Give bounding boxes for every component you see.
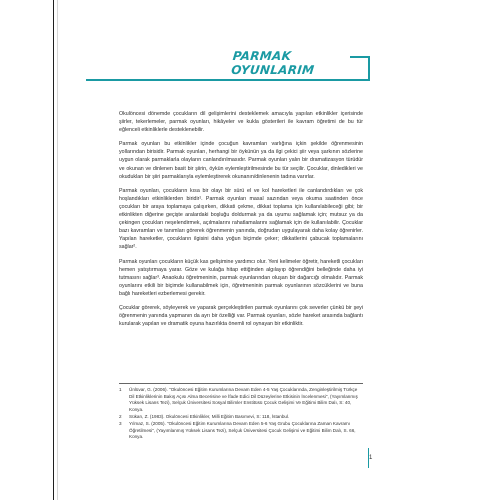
paragraph: Çocuklar görerek, söyleyerek ve yaparak gerçekleştirilen parmak oyunlarını çok severler çünkü bir şeyi öğrenmenin yanında yapmanın da ayrı bir özelliği var. Parmak oyunları, sözle hareket arasında bağlantı kurularak yapılan ve dramatik oyuna hazırlıkta önemli rol oynayan bir etkinliktir. <box>119 304 363 328</box>
footnote-number: 1 <box>119 387 122 392</box>
body-text <box>119 110 363 334</box>
paragraph: Parmak oyunları çocukların küçük kas gelişimine yardımcı olur. Yeni kelimeler öğretir, hareketli çocukları hemen yatıştırmaya yarar. Göze ve kulağa hitap ettiğinden algılayıp öğrendiğini belleğinde daha iyi tutmasını sağlar³. Anaokulu öğretmeninin, parmak oyunlarından oluşan bir dağarcığı olmalıdır. Parmak oyunlarını etkili bir biçimde kullanabilmek için, öğretmeninin parmak oyunlarının sözcüklerini ve buna bağlı hareketleri ezberlemesi gerekir. <box>119 258 363 297</box>
page-spine-shadow <box>57 0 58 500</box>
chapter-title-box <box>230 49 367 77</box>
footnote <box>119 387 363 413</box>
paragraph: Parmak oyunları, çocukların kısa bir olayı bir sürü el ve kol hareketleri ile canlandırdıkları ve çok hoşlandıkları etkinliklerden biridir¹. Parmak oyunları masal sazından veya okuma saatinden önce çocukları bir araya toplamaya çalışırken, dikkati çekme, dikkat toplama için kullanılabileceği gibi; bir etkinlikten diğerine geçişte aralardaki boşluğu doldurmak ya da uyumu sağlamak için; mutsuz ya da çekingen çocukları neşelendirmek, açılmalarını rahatlamalarını sağlamak için de kullanılabilir. Çocuklar bazı kavramları ve tanımları görerek öğrenmenin yanında, doğrudan uygulayarak daha kolay öğrenirler. Yapılan hareketler, çocukların ilgisini daha yoğun biçimde çeker; dikkatlerini çabucak toplamalarını sağlar². <box>119 187 363 251</box>
title-underline <box>86 79 370 81</box>
footnote <box>119 421 363 441</box>
title-frame-side <box>368 56 370 81</box>
footnote-number: 3 <box>119 420 122 426</box>
chapter-title: PARMAK OYUNLARIM <box>230 49 316 77</box>
footnote-text: Yılmaz, S. (2005). "Okulöncesi Eğitim Kurumlarına Devam Eden 5-6 Yaş Grubu Çocuklarına Zaman Kavramı Öğretilmesi", (Yayımlanmış Yüksek Lisans Tezi), Selçuk Üniversitesi Çocuk Gelişimi ve Eğitimi Bilim Dalı, S. 66, Konya. <box>129 420 356 440</box>
paragraph: Parmak oyunları bu etkinlikler içinde çocuğun kavramları varlığına içkin şekilde öğrenmesinin yollarından birisidir. Parmak oyunları, herhangi bir öykünün ya da ilgi çekici şiir veya şarkının sözlerine uygun olarak parmaklarla olayların canlandırılmasıdır. Parmak oyunları yalın bir dramatizasyon türüdür ve okunan ve dinlenen basit bir şiirin, öykün eylemleştirilmesinde bu tür seçilir. Çocuklar, dinledikleri ve okudukları bir şiiri parmaklarıyla eylemleştirerek okunanın/dinlenenin tadına varırlar. <box>119 141 363 180</box>
footnote <box>119 414 363 421</box>
page-number: 1 <box>369 455 373 461</box>
footnote-number: 2 <box>119 413 122 419</box>
footnotes <box>119 383 363 441</box>
page-spine-line <box>53 0 54 500</box>
paragraph: Okulöncesi dönemde çocukların dil gelişimlerini desteklemek amacıyla yapılan etkinlikler içerisinde şiirler, tekerlemeler, parmak oyunları, hikâyeler ve kukla gösterileri ile kavram öğretimi de bu tür eğlenceli etkinliklerle desteklenebilir. <box>119 111 363 134</box>
footnote-text: Ünlüvar, G. (2006). "Okulöncesi Eğitim Kurumlarına Devam Eden 4-5 Yaş Çocuklarında, Zenginleştirilmiş Türkçe Dil Etkinliklerinin Bakış Açısı Alma Becerisine ve İfade Edici Dil Düzeylerine Etkisinin İncelenmesi", (Yayımlanmış Yüksek Lisans Tezi), Selçuk Üniversitesi Sosyal Bilimler Enstitüsü Çocuk Gelişimi Ve Eğitimi Bilim Dalı, S: 40, Konya. <box>129 387 358 412</box>
footnote-text: Sükan, Z. (1983). Okulöncesi Etkinlikler, Milli Eğitim Basımevi, S: 118, İstanbul. <box>129 413 290 419</box>
